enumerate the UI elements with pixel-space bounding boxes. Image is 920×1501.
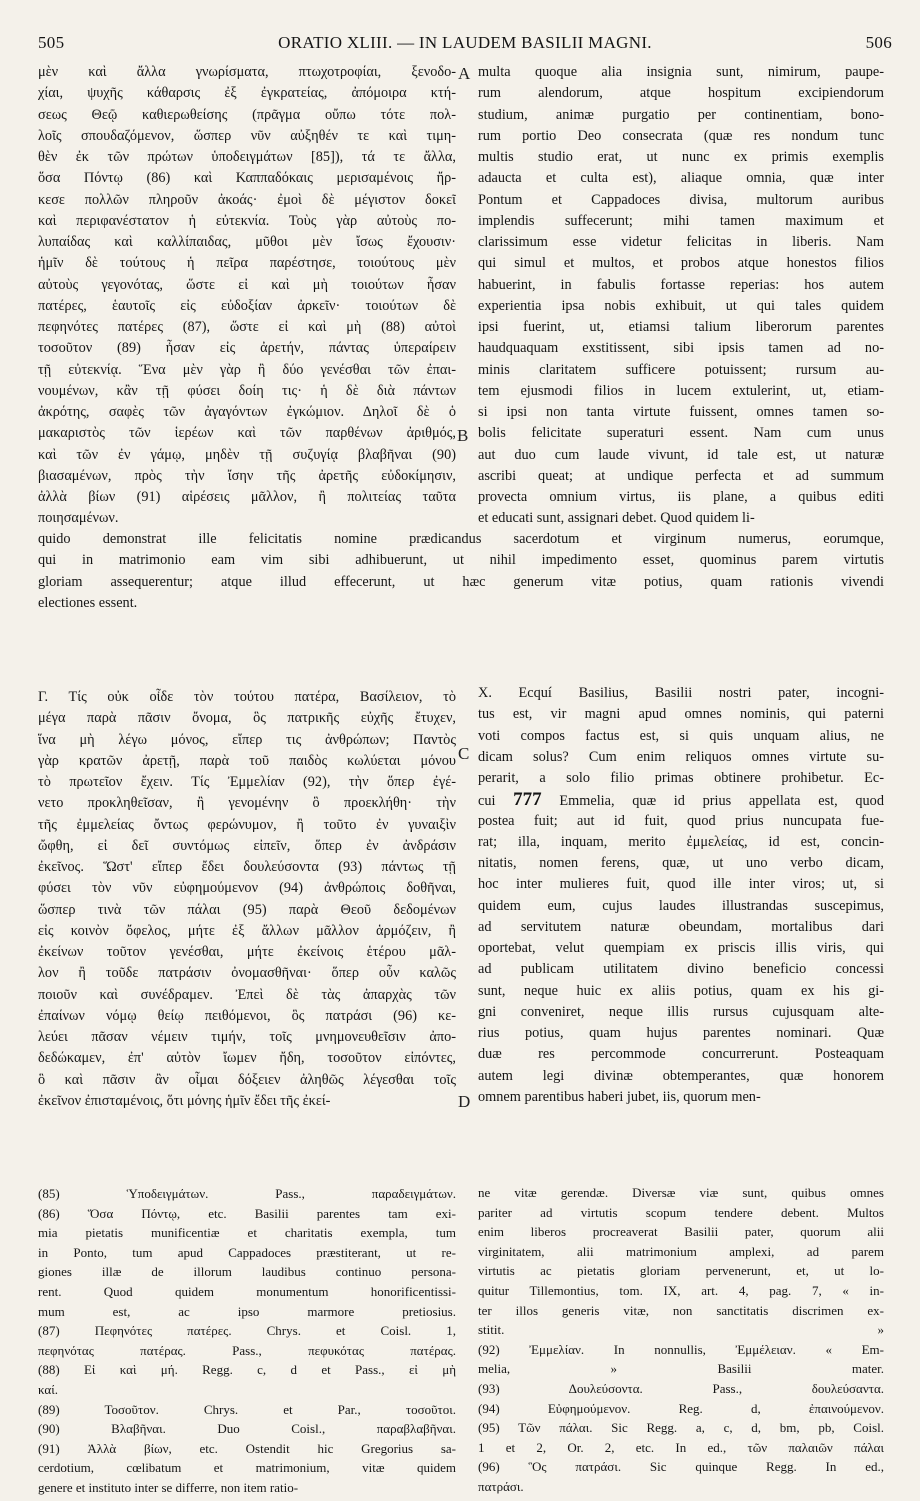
text-line: minis claritatem sufficere potuissent; rursum au- bbox=[478, 361, 884, 378]
text-line: μέγα παρὰ πᾶσιν ὄνομα, ὃς πατρικῆς εὐχῆς ἔτυχεν, bbox=[38, 710, 456, 727]
text-line: τοσοῦτον (89) ἦσαν εἰς ἀρετήν, πάντας ὑπεραίρειν bbox=[38, 340, 456, 357]
text-line: provecta omnium virtus, iis plane, a quibus editi bbox=[478, 489, 884, 505]
latin-full-width-paragraph bbox=[38, 529, 884, 614]
text-line: tus est, vir magni apud omnes nominis, qui paterni bbox=[478, 706, 884, 723]
text-line: (89) Τοσοῦτον. Chrys. et Par., τοσοῦτοι. bbox=[38, 1401, 456, 1417]
text-line: gni conveniret, neque illis rursus cujusquam alte- bbox=[478, 1003, 884, 1020]
text-line: ne vitæ gerendæ. Diversæ viæ sunt, quibus omnes bbox=[478, 1185, 884, 1200]
text-line: gloriam assequerentur; atque illud effecerunt, ut hæc generum vitæ potius, quam rationis vivendi bbox=[38, 573, 884, 590]
text-line: sunt, neque huic ex aliis potius, quam ex his gi- bbox=[478, 982, 884, 999]
text-line: (85) Ὑποδειγμάτων. Pass., παραδειγμάτων. bbox=[38, 1186, 456, 1201]
text-line: habuerint, in fabulis fortasse reperias: hos autem bbox=[478, 276, 884, 293]
text-line: λοῖς σπουδαζόμενον, ὥσπερ νῦν αὐξηθέν τε καὶ τιμη- bbox=[38, 127, 456, 144]
text-line: φύσει τὸν νῦν εὐφημούμενον (94) ἀνθρώποις δοθῆναι, bbox=[38, 880, 456, 897]
text-line: electiones essent. bbox=[38, 594, 138, 611]
text-line: κεσε πολλῶν πληροῦν ἀκοάς· ἐμοὶ δὲ μέγιστον δοκεῖ bbox=[38, 191, 456, 208]
text-line: αὐτοὺς γεγονότας, ὥστε εἰ καὶ μὴ τοιούτων ἦσαν bbox=[38, 276, 456, 293]
text-line: nitatis, nomen ferens, quæ, ut uno verbo dicam, bbox=[478, 855, 884, 871]
text-line: duæ res percommode concurrerunt. Posteaquam bbox=[478, 1046, 884, 1063]
running-title: ORATIO XLIII. — IN LAUDEM BASILII MAGNI. bbox=[278, 33, 652, 52]
text-line: ὃ καὶ πᾶσιν ἂν οἶμαι δόξειεν ἀληθῶς λέγεσθαι τοῖς bbox=[38, 1071, 456, 1088]
text-line: νετο προκληθεῖσαν, ἢ γενομένην ὃ προεκλήθη· τὴν bbox=[38, 795, 456, 812]
text-line: dicam solus? Cum enim reliquos omnes virtute su- bbox=[478, 748, 884, 765]
text-line: cerdotium, cœlibatum et matrimonium, vitæ quidem bbox=[38, 1460, 456, 1476]
text-line: in Ponto, tum apud Cappadoces præstiterant, ut re- bbox=[38, 1244, 456, 1260]
latin-column-bottom bbox=[478, 683, 884, 1108]
text-line: (87) Πεφηνότες πατέρες. Chrys. et Coisl. 1, bbox=[38, 1323, 456, 1339]
text-line: experientia ipsa nobis exhibuit, ut qui tales quidem bbox=[478, 297, 884, 314]
text-line: σεως Θεῷ καθιερωθείσης (πρᾶγμα οὔπω τότε πολ- bbox=[38, 106, 456, 123]
text-line: haudquaquam exstitissent, sibi ipsis tamen ad no- bbox=[478, 340, 884, 357]
text-line: θὲν ἐκ τῶν πρώτων ὑποδειγμάτων [85]), τά τε ἄλλα, bbox=[38, 149, 456, 165]
text-line: ipsi fuerint, ut, etiamsi talium liberorum parentes bbox=[478, 319, 884, 335]
text-line: enim liberos procreaverat Basilii pater, quorum alii bbox=[478, 1224, 884, 1240]
text-line: voti compos factus est, si quis unquam alius, ne bbox=[478, 727, 884, 744]
text-line: λυπαίδας καὶ καλλίπαιδας, μῦθοι μὲν ἴσως ἔχουσιν· bbox=[38, 234, 456, 250]
margin-marker-b: B bbox=[457, 426, 469, 445]
text-line: adaucta et culta est), aliaque omnia, quæ inter bbox=[478, 170, 884, 187]
margin-marker-a: A bbox=[458, 64, 471, 83]
greek-column-bottom bbox=[38, 687, 456, 1112]
text-line: perarit, a solo filio primas obtinere prohibetur. Ec- bbox=[478, 770, 884, 786]
text-line: πεφηνότας πατέρας. Pass., πεφυκότας πατέρας. bbox=[38, 1342, 456, 1358]
text-line: καί. bbox=[38, 1381, 58, 1397]
text-line: (91) Ἀλλὰ βίων, etc. Ostendit hic Gregorius sa- bbox=[38, 1440, 456, 1456]
text-line: rent. Quod quidem monumentum honorificentissi- bbox=[38, 1283, 456, 1299]
text-line: ἐκείνων τοῦτον γενέσθαι, μήτε ἐκείνοις ἑτέρου μᾶλ- bbox=[38, 944, 456, 960]
text-line: rum portio Deo consecrata (quæ res nondum tunc bbox=[478, 127, 884, 144]
text-line: rat; illa, inquam, merito ἐμμελείας, id est, concin- bbox=[478, 833, 884, 850]
text-line: (90) Βλαβῆναι. Duo Coisl., παραβλαβῆναι. bbox=[38, 1421, 456, 1437]
text-line: Γ. Τίς οὐκ οἶδε τὸν τούτου πατέρα, Βασίλειον, τὸ bbox=[38, 689, 456, 705]
text-line: virtutis ac pietatis gloriam pervenerunt, et, ut lo- bbox=[478, 1263, 884, 1279]
text-line: μὲν καὶ ἄλλα γνωρίσματα, πτωχοτροφίαι, ξενοδο- bbox=[38, 64, 456, 80]
text-line: εἰς κοινὸν ὄφελος, μήτε ἐξ ἄλλων μᾶλλον ἁρμόζειν, ἢ bbox=[38, 922, 456, 939]
text-line: ὅσα Πόντῳ (86) καὶ Καππαδόκαις μερισαμένοις ἤρ- bbox=[38, 170, 456, 187]
text-line: oportebat, velut quempiam ex priscis illis viris, qui bbox=[478, 940, 884, 956]
text-line: (92) Ἐμμελίαν. In nonnullis, Ἐμμέλειαν. « Em- bbox=[478, 1341, 884, 1357]
text-line: pariter ad virtutis scopum tendere debent. Multos bbox=[478, 1204, 884, 1220]
text-line: (94) Εὐφημούμενον. Reg. d, ἐπαινούμενον. bbox=[478, 1400, 884, 1416]
text-line: ὤφθη, εἰ δεῖ συντόμως εἰπεῖν, ὅπερ ἐν ἀνδράσιν bbox=[38, 837, 456, 854]
text-line: mia pietatis munificentiæ et charitatis exempla, tum bbox=[38, 1225, 456, 1241]
text-line: aut duo cum laude vivunt, id tale est, ut naturæ bbox=[478, 446, 884, 463]
page-number-left: 505 bbox=[38, 33, 65, 52]
footnotes-left bbox=[38, 1184, 456, 1498]
text-line: si ipsi non tanta virtute fuissent, omnes tamen so- bbox=[478, 404, 884, 420]
text-line: virginitatem, alii matrimonium amplexi, ad parem bbox=[478, 1243, 884, 1259]
text-line: ἡμῖν δὲ τούτους ἡ πεῖρα παρέστησε, τοιούτους μὲν bbox=[38, 255, 456, 272]
latin-column-top bbox=[478, 62, 884, 530]
text-line: βιασαμένων, πρὸς τὴν ἴσην τῆς ἀρετῆς εὐδοκίμησιν, bbox=[38, 467, 456, 484]
text-line: genere et instituto inter se differre, non item ratio- bbox=[38, 1479, 299, 1495]
text-line: ter illos generis vitæ, non sanctitatis discrimen ex- bbox=[478, 1302, 884, 1318]
text-line: giones illæ de illorum laudibus continuo persona- bbox=[38, 1264, 456, 1280]
text-line: ποιησαμένων. bbox=[38, 510, 119, 527]
text-line: λεύει πᾶσαν νέμειν τιμήν, τοῖς μνημονευθεῖσιν ἀπο- bbox=[38, 1029, 456, 1045]
text-line: multa quoque alia insignia sunt, nimirum, paupe- bbox=[478, 64, 884, 80]
greek-column-top bbox=[38, 62, 456, 530]
text-line: et educati sunt, assignari debet. Quod quidem li- bbox=[478, 510, 755, 527]
text-line: ἀλλὰ βίων (91) αἱρέσεις μᾶλλον, ἢ πολιτείας ταῦτα bbox=[38, 489, 456, 505]
text-line: ἐπαίνων νόμῳ θείῳ πειθόμενοι, ὃς πατράσι (96) κε- bbox=[38, 1007, 456, 1024]
text-line: rum alendorum, atque hospitum excipiendorum bbox=[478, 85, 884, 102]
text-line: ὥσπερ τινὰ τῶν πάλαι (95) παρὰ Θεοῦ δεδομένων bbox=[38, 901, 456, 918]
text-line: hoc inter mulieres fuit, quod ille inter viros; ut, si bbox=[478, 876, 884, 893]
text-line: ad publicam utilitatem divino beneficio concessi bbox=[478, 961, 884, 978]
text-line: rius potius, quam hujus parentes nominari. Quæ bbox=[478, 1025, 884, 1041]
text-line: ἀκρότης, σαφὲς τῶν ἀγαγόντων ἐγκώμιον. Δηλοῖ δὲ ὁ bbox=[38, 404, 456, 420]
margin-marker-c: C bbox=[458, 744, 470, 763]
text-line: καὶ περιφανέστατον ἡ εὐτεκνία. Τοὺς γὰρ αὐτοὺς πο- bbox=[38, 212, 456, 229]
text-line: postea fuit; aut id fuit, quod prius nuncupata fue- bbox=[478, 812, 884, 829]
text-line: καὶ τῶν ἐν γάμῳ, μηδὲν τῇ συζυγίᾳ βλαβῆναι (90) bbox=[38, 446, 456, 463]
text-line: 1 et 2, Or. 2, etc. In ed., τῶν παλαιῶν πάλαι bbox=[478, 1439, 884, 1455]
text-line: (95) Τῶν πάλαι. Sic Regg. a, c, d, bm, pb, Coisl. bbox=[478, 1420, 884, 1436]
page-header bbox=[38, 30, 892, 56]
text-line: (93) Δουλεύσοντα. Pass., δουλεύσαντα. bbox=[478, 1380, 884, 1396]
text-line: ἐκεῖνος. Ὥστ' εἴπερ ἔδει δουλεύσοντα (93) πάντως τῇ bbox=[38, 859, 456, 875]
text-line: omnem parentibus haberi jubet, iis, quorum men- bbox=[478, 1088, 761, 1105]
text-line: (96) Ὃς πατράσι. Sic quinque Regg. In ed., bbox=[478, 1459, 884, 1475]
text-line: bolis felicitate superaturi essent. Nam cum unus bbox=[478, 425, 884, 442]
text-line: autem legi divinæ obtemperantes, quæ honorem bbox=[478, 1067, 884, 1084]
text-line: stitit. » bbox=[478, 1322, 884, 1338]
text-line: δεδώκαμεν, ἐπ' αὐτὸν ἴωμεν ἤδη, τοσοῦτον εἰπόντες, bbox=[38, 1050, 456, 1067]
text-line: ad servitutem naturæ obeundam, mortalibus dari bbox=[478, 918, 884, 935]
text-line: (88) Εἰ καὶ μή. Regg. c, d et Pass., εἰ μὴ bbox=[38, 1362, 456, 1378]
text-line: πατράσι. bbox=[478, 1478, 524, 1494]
text-line: implendis suffecerunt; mihi tamen maximum et bbox=[478, 212, 884, 229]
text-line: τῆς ἐμμελείας ὄντως φερώνυμον, ἢ τοῦτο ἐν γυναιξὶν bbox=[38, 816, 456, 833]
page-number-right: 506 bbox=[865, 33, 892, 52]
text-line: χίαι, ψυχῆς κάθαρσις ἐξ ἐγκρατείας, ἀπόμοιρα κτή- bbox=[38, 85, 456, 102]
text-line: τῇ εὐτεκνίᾳ. Ἕνα μὲν γὰρ ἢ δύο γενέσθαι τῶν ἐπαι- bbox=[38, 361, 456, 378]
text-line: νουμένων, κἂν τῇ φύσει δοίη τις· ἡ δὲ διὰ πάντων bbox=[38, 382, 456, 399]
text-line: studium, animæ purgatio per continentiam, bono- bbox=[478, 106, 884, 123]
text-line: quido demonstrat ille felicitatis nomine prædicandus sacerdotum et virginum numerus, eorumque, bbox=[38, 531, 884, 547]
text-line: tem ejusmodi filios in lucem extulerint, ut, etiam- bbox=[478, 382, 884, 399]
text-line: X. Ecquí Basilius, Basilii nostri pater, incogni- bbox=[478, 685, 884, 701]
text-line: ἐκεῖνον ἐπισταμένοις, ὅτι μόνης ἡμῖν ἔδει τῆς ἐκεί- bbox=[38, 1092, 331, 1109]
text-line: πατέρες, ἑαυτοῖς εἰς εὐδοξίαν ἀρκεῖν· τοιούτων δὲ bbox=[38, 297, 456, 314]
text-line: qui simul et multos, et probos atque honestos filios bbox=[478, 255, 884, 272]
margin-marker-d: D bbox=[458, 1092, 471, 1111]
text-line: quidem eum, cujus laudes illustrandas suscepimus, bbox=[478, 897, 884, 914]
text-line: ποιοῦν καὶ συνέδραμεν. Ἐπεὶ δὲ τὰς ἀπαρχὰς τῶν bbox=[38, 986, 456, 1003]
text-line: mum est, ac ipso marmore pretiosius. bbox=[38, 1303, 456, 1319]
text-line: quitur Tillemontius, tom. IX, art. 4, pag. 7, « in- bbox=[478, 1282, 884, 1298]
text-line: πεφηνότες πατέρες (87), ὥστε εἰ καὶ μὴ (88) αὐτοὶ bbox=[38, 319, 456, 335]
text-line: qui in matrimonio eam vim sibi adhibuerunt, ut nihil impedimento esset, quominus parem virtutis bbox=[38, 552, 884, 569]
footnotes-right bbox=[478, 1183, 884, 1497]
text-line: μακαριστὸς τῶν ἱερέων καὶ τῶν παρθένων ἀριθμός, bbox=[38, 425, 456, 442]
text-line: τὸ πρωτεῖον ἔχειν. Τίς Ἐμμελίαν (92), τὴν ὅπερ ἐγέ- bbox=[38, 774, 456, 790]
text-line: clarissimum esse videtur felicitas in liberis. Nam bbox=[478, 234, 884, 250]
text-line: ἵνα μὴ λέγω μόνος, εἴπερ τις ἀνθρώπων; Παντὸς bbox=[38, 731, 456, 748]
text-line: cui 777 Emmelia, quæ id prius appellata est, quod bbox=[478, 789, 884, 811]
text-line: λον ἢ τοῦδε πατράσιν ὀνομασθῆναι· ὅπερ οὖν καλῶς bbox=[38, 965, 456, 982]
text-line: γὰρ κρατῶν ἀρετῇ, παρὰ τοῦ παιδὸς κωλύεται μόνου bbox=[38, 752, 456, 769]
text-line: melia, » Basilii mater. bbox=[478, 1361, 884, 1377]
text-line: multis studio erat, ut nunc ex primis exemplis bbox=[478, 149, 884, 165]
text-line: ascribi queat; at undique perfecta et ad summum bbox=[478, 467, 884, 484]
text-line: (86) Ὅσα Πόντῳ, etc. Basilii parentes tam exi- bbox=[38, 1205, 456, 1221]
text-line: Pontum et Cappadoces divisa, multorum auribus bbox=[478, 191, 884, 208]
